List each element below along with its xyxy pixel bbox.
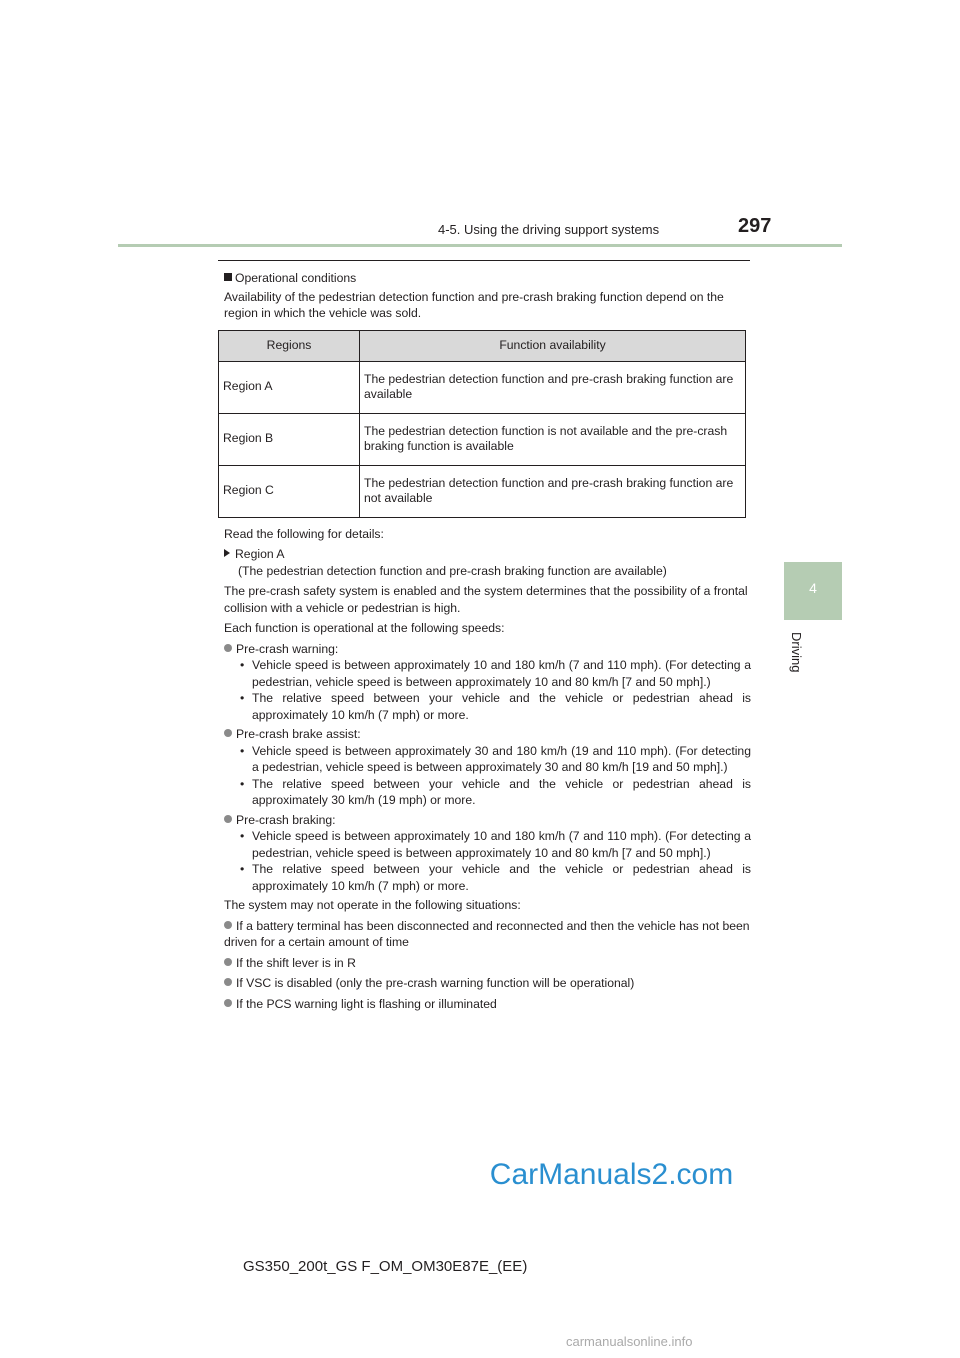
list-item: • Vehicle speed is between approximately 10 and 180 km/h (7 and 110 mph). (For detecting a pedestrian, vehicle speed is between approximately 10 and 80 km/h [7 and 50 mph].) xyxy=(252,657,751,690)
not-operate-text: The system may not operate in the following situations: xyxy=(224,898,521,912)
table-row xyxy=(219,361,746,413)
read-following-text: Read the following for details: xyxy=(224,526,384,541)
circle-bullet-icon xyxy=(224,999,232,1007)
situation-item xyxy=(224,975,751,992)
situation-text: If the shift lever is in R xyxy=(236,955,356,970)
bottom-watermark: carmanualsonline.info xyxy=(566,1334,693,1349)
situation-text: If VSC is disabled (only the pre-crash warning function will be operational) xyxy=(236,976,635,990)
table-header: Regions xyxy=(219,330,360,361)
section-heading-text: Operational conditions xyxy=(235,271,357,285)
situation-item xyxy=(224,918,751,951)
list-item: • The relative speed between your vehicle and the vehicle or pedestrian ahead is approximately 30 km/h (19 mph) or more. xyxy=(252,776,751,809)
list-item: • Vehicle speed is between approximately 30 and 180 km/h (19 and 110 mph). (For detecting a pedestrian, vehicle speed is between approximately 30 and 80 km/h [19 and 50 mph].) xyxy=(252,743,751,776)
table-cell-availability: The pedestrian detection function and pre-crash braking function are not available xyxy=(360,465,746,517)
function-conditions xyxy=(224,743,751,809)
function-conditions xyxy=(224,657,751,723)
list-item: • Vehicle speed is between approximately 10 and 180 km/h (7 and 110 mph). (For detecting a pedestrian, vehicle speed is between approximately 10 and 80 km/h [7 and 50 mph].) xyxy=(252,828,751,861)
regions-table xyxy=(218,330,746,518)
speeds-text: Each function is operational at the following speeds: xyxy=(224,621,505,635)
function-title xyxy=(224,726,751,743)
region-a-title xyxy=(224,546,751,563)
function-title xyxy=(224,812,751,829)
list-item: • The relative speed between your vehicle and the vehicle or pedestrian ahead is approximately 10 km/h (7 mph) or more. xyxy=(252,861,751,894)
region-a-subtitle: (The pedestrian detection function and pre-crash braking function are available) xyxy=(238,563,667,578)
situation-item xyxy=(224,955,751,972)
function-title-text: Pre-crash warning: xyxy=(236,641,339,656)
side-tab-label: Driving xyxy=(789,632,804,673)
enabled-text: The pre-crash safety system is enabled and the system determines that the possibility of a frontal collision with a vehicle or pedestrian is high. xyxy=(224,584,748,615)
content xyxy=(224,270,751,1016)
table-cell-region: Region B xyxy=(219,413,360,465)
header-rule xyxy=(118,244,842,247)
page-number: 297 xyxy=(738,215,772,237)
table-cell-region: Region C xyxy=(219,465,360,517)
function-title xyxy=(224,641,751,658)
triangle-bullet-icon xyxy=(224,549,230,557)
watermark-logo: CarManuals2.com xyxy=(489,1158,734,1191)
table-cell-availability: The pedestrian detection function is not available and the pre-crash braking function is available xyxy=(360,413,746,465)
list-item: • The relative speed between your vehicle and the vehicle or pedestrian ahead is approximately 10 km/h (7 mph) or more. xyxy=(252,690,751,723)
content-rule xyxy=(218,260,750,261)
function-conditions xyxy=(224,828,751,894)
side-tab-number: 4 xyxy=(809,580,817,596)
header-section-title: 4-5. Using the driving support systems xyxy=(438,222,660,237)
situation-item xyxy=(224,996,751,1013)
situation-text: If a battery terminal has been disconnected and reconnected and then the vehicle has not been driven for a certain amount of time xyxy=(224,918,750,949)
situation-text: If the PCS warning light is flashing or illuminated xyxy=(236,996,497,1011)
section-heading xyxy=(224,270,751,287)
circle-bullet-icon xyxy=(224,958,232,966)
table-cell-region: Region A xyxy=(219,361,360,413)
circle-bullet-icon xyxy=(224,978,232,986)
function-title-text: Pre-crash braking: xyxy=(236,812,336,827)
region-a-title-text: Region A xyxy=(235,547,285,561)
circle-bullet-icon xyxy=(224,921,232,929)
square-bullet-icon xyxy=(224,273,232,281)
circle-bullet-icon xyxy=(224,815,232,823)
table-cell-availability: The pedestrian detection function and pre-crash braking function are available xyxy=(360,361,746,413)
intro-text: Availability of the pedestrian detection function and pre-crash braking function depend on the region in which the vehicle was sold. xyxy=(224,289,724,320)
table-row xyxy=(219,465,746,517)
table-row xyxy=(219,413,746,465)
function-title-text: Pre-crash brake assist: xyxy=(236,727,361,741)
table-header: Function availability xyxy=(360,330,746,361)
circle-bullet-icon xyxy=(224,644,232,652)
table-header-row xyxy=(219,330,746,361)
footer-code: GS350_200t_GS F_OM_OM30E87E_(EE) xyxy=(243,1258,528,1275)
circle-bullet-icon xyxy=(224,729,232,737)
